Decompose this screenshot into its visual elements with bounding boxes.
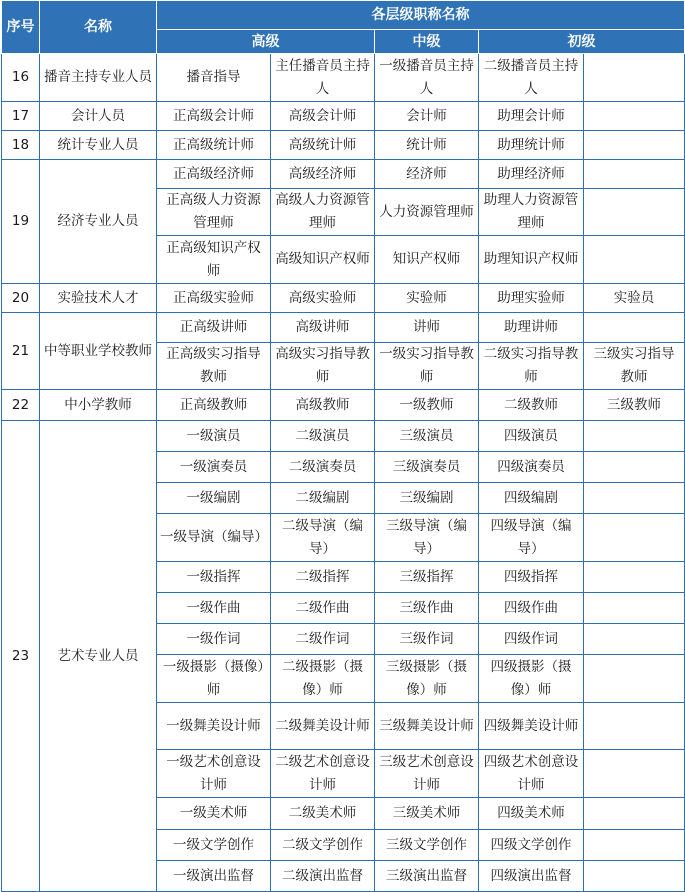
cell-junior-1: 四级编剧 — [479, 483, 584, 514]
cell-senior-1: 正高级讲师 — [157, 313, 271, 343]
cell-junior-1: 助理统计师 — [479, 131, 584, 160]
cell-middle: 实验师 — [375, 284, 479, 313]
cell-junior-2 — [584, 830, 685, 861]
cell-junior-1: 四级作曲 — [479, 593, 584, 624]
cell-junior-2: 实验员 — [584, 284, 685, 313]
cell-junior-1: 四级美术师 — [479, 798, 584, 830]
cell-senior-2: 高级人力资源管理师 — [271, 189, 375, 236]
cell-junior-2 — [584, 514, 685, 562]
cell-senior-1: 正高级教师 — [157, 390, 271, 421]
cell-senior-1: 一级艺术创意设计师 — [157, 750, 271, 798]
row-seq: 17 — [2, 102, 40, 131]
row-seq: 19 — [2, 160, 40, 284]
cell-middle: 三级演出监督 — [375, 861, 479, 892]
cell-junior-2: 三级实习指导教师 — [584, 343, 685, 390]
row-seq: 16 — [2, 54, 40, 102]
table-body — [2, 54, 685, 892]
cell-senior-1: 一级导演（编导） — [157, 514, 271, 562]
cell-senior-1: 一级美术师 — [157, 798, 271, 830]
cell-middle: 三级指挥 — [375, 562, 479, 593]
row-seq: 23 — [2, 421, 40, 892]
cell-junior-2 — [584, 861, 685, 892]
cell-junior-1: 助理实验师 — [479, 284, 584, 313]
cell-junior-1: 二级播音员主持人 — [479, 54, 584, 102]
cell-senior-2: 主任播音员主持人 — [271, 54, 375, 102]
table-row — [2, 313, 685, 343]
table-row — [2, 390, 685, 421]
cell-middle: 三级文学创作 — [375, 830, 479, 861]
table-row — [2, 54, 685, 102]
cell-middle: 知识产权师 — [375, 236, 479, 284]
cell-senior-1: 正高级统计师 — [157, 131, 271, 160]
table-header — [2, 1, 685, 54]
cell-junior-1: 助理人力资源管理师 — [479, 189, 584, 236]
cell-senior-2: 二级艺术创意设计师 — [271, 750, 375, 798]
cell-junior-1: 助理知识产权师 — [479, 236, 584, 284]
cell-senior-1: 一级文学创作 — [157, 830, 271, 861]
header-name: 名称 — [40, 1, 157, 54]
row-name: 播音主持专业人员 — [40, 54, 157, 102]
cell-middle: 三级美术师 — [375, 798, 479, 830]
cell-senior-1: 正高级知识产权师 — [157, 236, 271, 284]
table-row — [2, 284, 685, 313]
cell-middle: 三级导演（编导） — [375, 514, 479, 562]
cell-middle: 三级艺术创意设计师 — [375, 750, 479, 798]
cell-junior-2 — [584, 236, 685, 284]
cell-senior-2: 高级讲师 — [271, 313, 375, 343]
cell-junior-2 — [584, 703, 685, 750]
cell-middle: 三级摄影（摄像）师 — [375, 655, 479, 703]
table-row — [2, 102, 685, 131]
cell-senior-2: 二级作曲 — [271, 593, 375, 624]
cell-middle: 三级编剧 — [375, 483, 479, 514]
cell-senior-1: 一级指挥 — [157, 562, 271, 593]
table-row — [2, 160, 685, 189]
cell-junior-1: 四级摄影（摄像）师 — [479, 655, 584, 703]
cell-middle: 一级实习指导教师 — [375, 343, 479, 390]
cell-middle: 三级演员 — [375, 421, 479, 452]
cell-junior-2: 三级教师 — [584, 390, 685, 421]
cell-junior-2 — [584, 421, 685, 452]
row-seq: 22 — [2, 390, 40, 421]
cell-middle: 会计师 — [375, 102, 479, 131]
cell-junior-1: 四级演员 — [479, 421, 584, 452]
row-name: 会计人员 — [40, 102, 157, 131]
cell-junior-2 — [584, 798, 685, 830]
cell-senior-2: 高级会计师 — [271, 102, 375, 131]
cell-senior-1: 一级摄影（摄像）师 — [157, 655, 271, 703]
header-middle: 中级 — [375, 30, 479, 54]
cell-junior-1: 四级作词 — [479, 624, 584, 655]
cell-junior-2 — [584, 750, 685, 798]
cell-senior-1: 播音指导 — [157, 54, 271, 102]
cell-junior-1: 助理讲师 — [479, 313, 584, 343]
row-name: 艺术专业人员 — [40, 421, 157, 892]
cell-junior-1: 四级演出监督 — [479, 861, 584, 892]
cell-junior-1: 助理经济师 — [479, 160, 584, 189]
cell-middle: 三级舞美设计师 — [375, 703, 479, 750]
cell-junior-1: 助理会计师 — [479, 102, 584, 131]
cell-junior-1: 四级舞美设计师 — [479, 703, 584, 750]
cell-senior-2: 二级导演（编导） — [271, 514, 375, 562]
cell-senior-1: 一级编剧 — [157, 483, 271, 514]
cell-senior-2: 高级知识产权师 — [271, 236, 375, 284]
cell-senior-2: 二级舞美设计师 — [271, 703, 375, 750]
row-name: 统计专业人员 — [40, 131, 157, 160]
cell-senior-2: 高级经济师 — [271, 160, 375, 189]
cell-senior-1: 一级演奏员 — [157, 452, 271, 483]
row-seq: 20 — [2, 284, 40, 313]
header-titles: 各层级职称名称 — [157, 1, 685, 30]
cell-junior-2 — [584, 54, 685, 102]
cell-junior-1: 四级指挥 — [479, 562, 584, 593]
cell-junior-2 — [584, 624, 685, 655]
cell-senior-1: 正高级人力资源管理师 — [157, 189, 271, 236]
cell-junior-2 — [584, 562, 685, 593]
cell-junior-2 — [584, 655, 685, 703]
cell-junior-2 — [584, 189, 685, 236]
row-seq: 18 — [2, 131, 40, 160]
table-row — [2, 131, 685, 160]
cell-junior-1: 四级导演（编导） — [479, 514, 584, 562]
row-seq: 21 — [2, 313, 40, 390]
cell-senior-1: 一级作词 — [157, 624, 271, 655]
cell-junior-2 — [584, 102, 685, 131]
cell-senior-1: 正高级会计师 — [157, 102, 271, 131]
cell-middle: 三级作词 — [375, 624, 479, 655]
cell-senior-1: 一级舞美设计师 — [157, 703, 271, 750]
cell-middle: 统计师 — [375, 131, 479, 160]
row-name: 中等职业学校教师 — [40, 313, 157, 390]
cell-senior-1: 一级演员 — [157, 421, 271, 452]
cell-senior-2: 二级演奏员 — [271, 452, 375, 483]
cell-senior-2: 二级文学创作 — [271, 830, 375, 861]
cell-junior-2 — [584, 593, 685, 624]
cell-junior-2 — [584, 313, 685, 343]
table-row — [2, 421, 685, 452]
cell-senior-2: 二级摄影（摄像）师 — [271, 655, 375, 703]
title-table — [1, 0, 685, 892]
cell-senior-2: 二级指挥 — [271, 562, 375, 593]
cell-junior-2 — [584, 160, 685, 189]
cell-middle: 三级作曲 — [375, 593, 479, 624]
cell-middle: 一级教师 — [375, 390, 479, 421]
cell-junior-2 — [584, 483, 685, 514]
header-junior: 初级 — [479, 30, 685, 54]
cell-senior-2: 二级美术师 — [271, 798, 375, 830]
cell-senior-1: 一级作曲 — [157, 593, 271, 624]
cell-junior-1: 四级艺术创意设计师 — [479, 750, 584, 798]
cell-junior-1: 四级文学创作 — [479, 830, 584, 861]
cell-junior-1: 二级实习指导教师 — [479, 343, 584, 390]
cell-middle: 讲师 — [375, 313, 479, 343]
cell-senior-2: 高级实验师 — [271, 284, 375, 313]
cell-senior-1: 正高级实习指导教师 — [157, 343, 271, 390]
cell-senior-2: 二级编剧 — [271, 483, 375, 514]
cell-middle: 人力资源管理师 — [375, 189, 479, 236]
cell-junior-1: 四级演奏员 — [479, 452, 584, 483]
cell-senior-2: 高级实习指导教师 — [271, 343, 375, 390]
row-name: 实验技术人才 — [40, 284, 157, 313]
row-name: 经济专业人员 — [40, 160, 157, 284]
cell-middle: 一级播音员主持人 — [375, 54, 479, 102]
cell-junior-2 — [584, 131, 685, 160]
cell-middle: 经济师 — [375, 160, 479, 189]
header-seq: 序号 — [2, 1, 40, 54]
cell-senior-2: 二级演员 — [271, 421, 375, 452]
cell-junior-1: 二级教师 — [479, 390, 584, 421]
cell-senior-2: 二级作词 — [271, 624, 375, 655]
row-name: 中小学教师 — [40, 390, 157, 421]
cell-senior-1: 正高级经济师 — [157, 160, 271, 189]
cell-senior-2: 二级演出监督 — [271, 861, 375, 892]
cell-junior-2 — [584, 452, 685, 483]
cell-senior-2: 高级统计师 — [271, 131, 375, 160]
cell-middle: 三级演奏员 — [375, 452, 479, 483]
header-senior: 高级 — [157, 30, 375, 54]
cell-senior-1: 正高级实验师 — [157, 284, 271, 313]
cell-senior-2: 高级教师 — [271, 390, 375, 421]
cell-senior-1: 一级演出监督 — [157, 861, 271, 892]
